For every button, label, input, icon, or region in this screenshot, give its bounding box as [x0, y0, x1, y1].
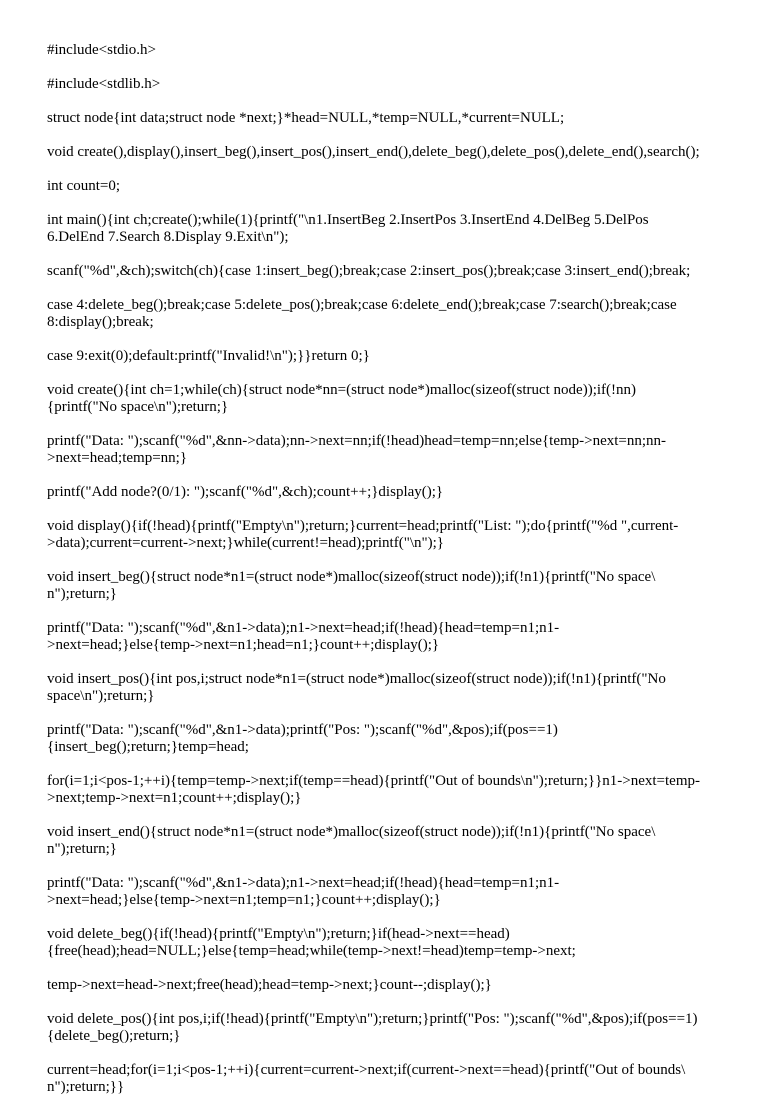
code-line-delete-pos-1: void delete_pos(){int pos,i;if(!head){printf("Empty\n");return;}printf("Pos: ");scanf("%d",&pos);if(pos==1) {delete_beg();return;} [47, 1011, 698, 1044]
code-line-count-decl: int count=0; [47, 178, 121, 194]
code-line-switch-cases-3: case 9:exit(0);default:printf("Invalid!\n");}}return 0;} [47, 348, 370, 364]
code-line-create-3: printf("Add node?(0/1): ");scanf("%d",&ch);count++;}display();} [47, 484, 444, 500]
code-line-delete-pos-2: current=head;for(i=1;i<pos-1;++i){current=current->next;if(current->next==head){printf("Out of bounds\ n");return;}} [47, 1062, 686, 1095]
code-line-include-stdio: #include<stdio.h> [47, 42, 156, 58]
code-line-insert-end-1: void insert_end(){struct node*n1=(struct node*)malloc(sizeof(struct node));if(!n1){printf("No space\ n");return;} [47, 824, 656, 857]
code-line-insert-pos-1: void insert_pos(){int pos,i;struct node*n1=(struct node*)malloc(sizeof(struct node));if(!n1){printf("No space\n");return;} [47, 671, 666, 704]
code-line-delete-beg-1: void delete_beg(){if(!head){printf("Empty\n");return;}if(head->next==head) {free(head);head=NULL;}else{temp=head;while(temp->next!=head)temp=temp->next; [47, 926, 576, 959]
code-line-main-menu: int main(){int ch;create();while(1){printf("\n1.InsertBeg 2.InsertPos 3.InsertEnd 4.DelBeg 5.DelPos 6.DelEnd 7.Search 8.Display 9.Exit\n"); [47, 212, 649, 245]
code-line-create-1: void create(){int ch=1;while(ch){struct node*nn=(struct node*)malloc(sizeof(struct node));if(!nn) {printf("No space\n");return;} [47, 382, 637, 415]
code-line-prototypes: void create(),display(),insert_beg(),insert_pos(),insert_end(),delete_beg(),delete_pos(),delete_end(),search(); [47, 144, 700, 160]
code-line-create-2: printf("Data: ");scanf("%d",&nn->data);nn->next=nn;if(!head)head=temp=nn;else{temp->next=nn;nn- >next=head;temp=nn;} [47, 433, 667, 466]
code-line-insert-beg-2: printf("Data: ");scanf("%d",&n1->data);n1->next=head;if(!head){head=temp=n1;n1- >next=head;}else{temp->next=n1;head=n1;}count++;display();} [47, 620, 560, 653]
code-line-insert-end-2: printf("Data: ");scanf("%d",&n1->data);n1->next=head;if(!head){head=temp=n1;n1- >next=head;}else{temp->next=n1;temp=n1;}count++;display();} [47, 875, 560, 908]
code-line-switch-cases-2: case 4:delete_beg();break;case 5:delete_pos();break;case 6:delete_end();break;case 7:search();break;case 8:display();break; [47, 297, 677, 330]
code-line-insert-pos-2: printf("Data: ");scanf("%d",&n1->data);printf("Pos: ");scanf("%d",&pos);if(pos==1) {insert_beg();return;}temp=head; [47, 722, 558, 755]
code-line-insert-beg-1: void insert_beg(){struct node*n1=(struct node*)malloc(sizeof(struct node));if(!n1){printf("No space\ n");return;} [47, 569, 656, 602]
code-line-struct-node: struct node{int data;struct node *next;}*head=NULL,*temp=NULL,*current=NULL; [47, 110, 565, 126]
code-line-include-stdlib: #include<stdlib.h> [47, 76, 161, 92]
code-line-insert-pos-3: for(i=1;i<pos-1;++i){temp=temp->next;if(temp==head){printf("Out of bounds\n");return;}}n1->next=temp- >next;temp->next=n1;count++;display();} [47, 773, 700, 806]
code-document [47, 42, 737, 1113]
code-line-switch-cases-1: scanf("%d",&ch);switch(ch){case 1:insert_beg();break;case 2:insert_pos();break;case 3:insert_end();break; [47, 263, 691, 279]
code-line-display: void display(){if(!head){printf("Empty\n");return;}current=head;printf("List: ");do{printf("%d ",current- >data);current=current->next;}while(current!=head);printf("\n");} [47, 518, 679, 551]
code-line-delete-beg-2: temp->next=head->next;free(head);head=temp->next;}count--;display();} [47, 977, 492, 993]
